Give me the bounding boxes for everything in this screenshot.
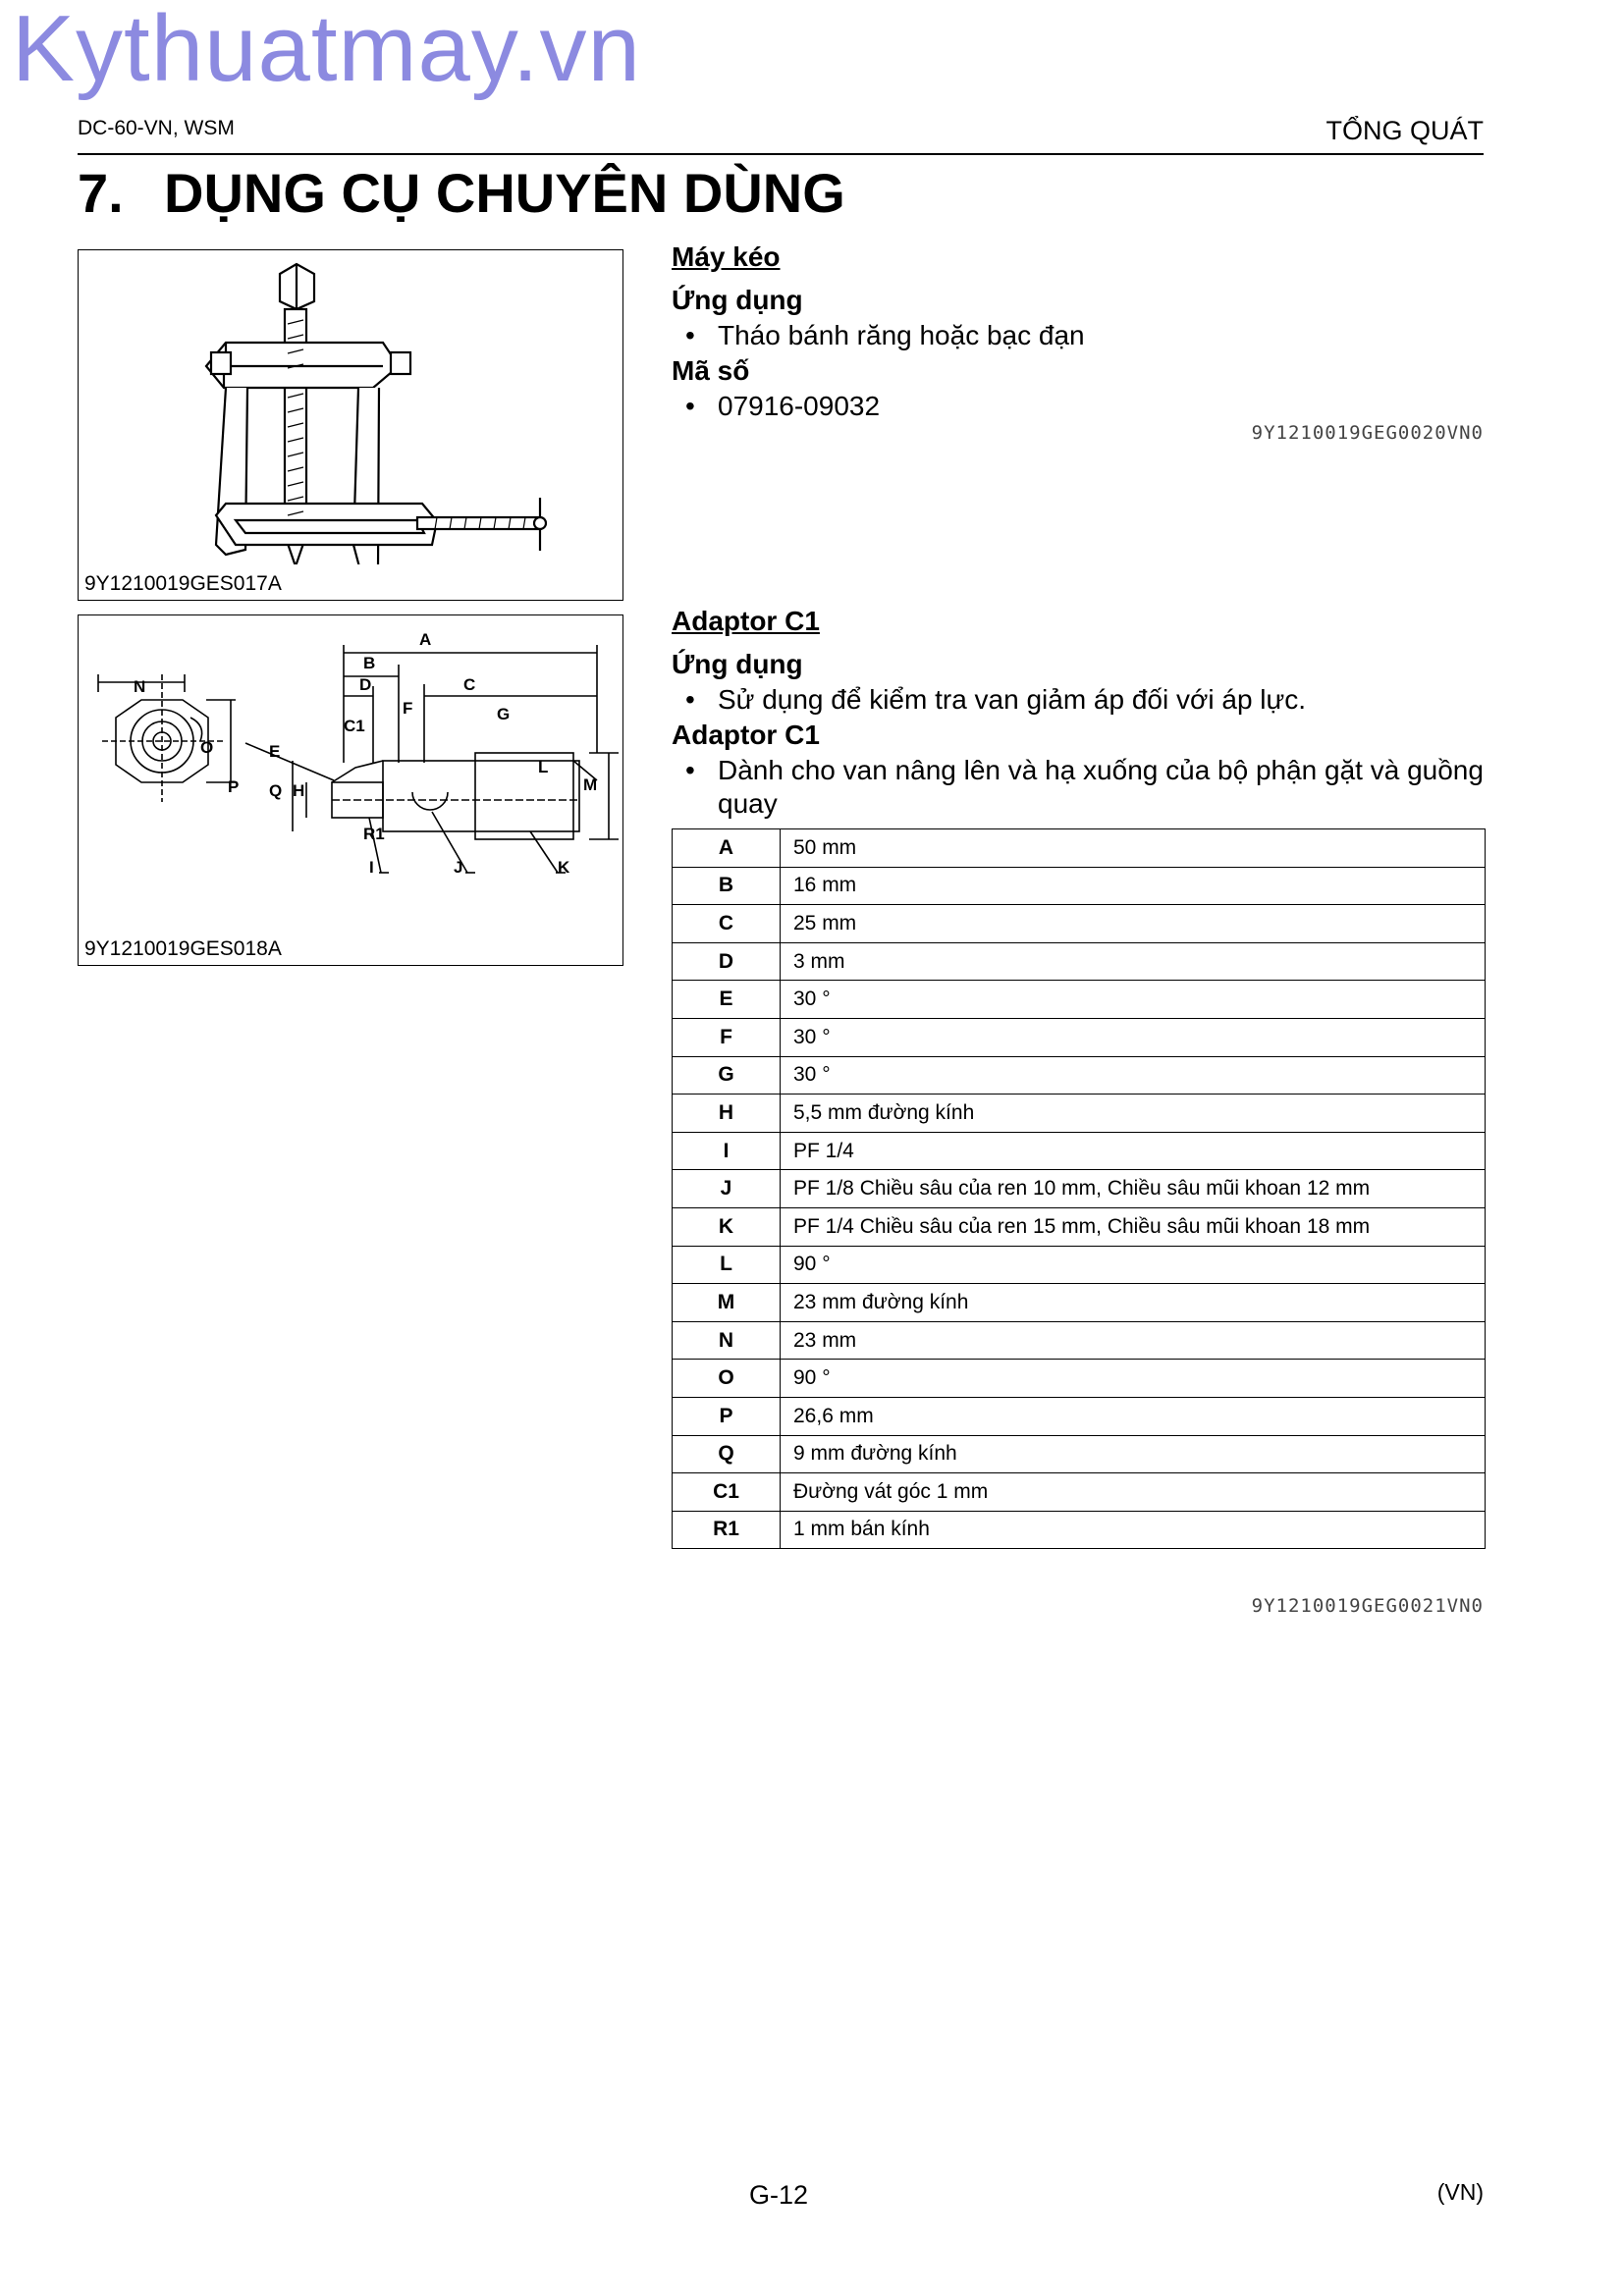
page-title	[78, 162, 845, 225]
dimension-key: M	[673, 1284, 781, 1322]
dimension-value: PF 1/4 Chiều sâu của ren 15 mm, Chiều sâu mũi khoan 18 mm	[781, 1207, 1486, 1246]
dimension-key: D	[673, 942, 781, 981]
application-item: • Sử dụng để kiểm tra van giảm áp đối với áp lực.	[672, 683, 1485, 717]
dimension-value: 50 mm	[781, 829, 1486, 868]
svg-text:M: M	[583, 775, 598, 794]
page-number: G-12	[749, 2180, 809, 2210]
svg-text:E: E	[269, 742, 281, 761]
dimension-value: 25 mm	[781, 905, 1486, 943]
adaptor-item: • Dành cho van nâng lên và hạ xuống của bộ phận gặt và guồng quay	[672, 754, 1485, 821]
table-row	[673, 905, 1486, 943]
dimension-value: 23 mm	[781, 1321, 1486, 1360]
language-code: (VN)	[1436, 2179, 1484, 2205]
svg-text:F: F	[403, 699, 413, 718]
section-heading: Adaptor C1	[672, 606, 820, 636]
svg-text:C: C	[463, 675, 476, 694]
dimension-key: P	[673, 1397, 781, 1435]
dimension-key: C	[673, 905, 781, 943]
svg-text:R1: R1	[363, 825, 385, 843]
figure-gear-puller	[78, 249, 623, 601]
reference-code: 9Y1210019GEG0021VN0	[1251, 1595, 1484, 1617]
svg-text:K: K	[558, 858, 570, 877]
table-row	[673, 1170, 1486, 1208]
table-row	[673, 1435, 1486, 1473]
svg-text:H: H	[293, 781, 305, 800]
svg-text:A: A	[419, 630, 432, 649]
table-row	[673, 1397, 1486, 1435]
dimension-value: 26,6 mm	[781, 1397, 1486, 1435]
svg-text:B: B	[363, 654, 376, 672]
application-label: Ứng dụng	[672, 285, 803, 315]
dimension-key: R1	[673, 1511, 781, 1549]
dimension-key: Q	[673, 1435, 781, 1473]
section-heading: Máy kéo	[672, 241, 781, 272]
dimension-value: 90 °	[781, 1360, 1486, 1398]
header-divider	[78, 153, 1484, 155]
gear-puller-illustration	[79, 250, 622, 564]
dimension-key: K	[673, 1207, 781, 1246]
table-row	[673, 867, 1486, 905]
dimension-value: PF 1/8 Chiều sâu của ren 10 mm, Chiều sâu mũi khoan 12 mm	[781, 1170, 1486, 1208]
svg-text:J: J	[454, 858, 463, 877]
table-row	[673, 1246, 1486, 1284]
figure-adaptor-c1	[78, 614, 623, 966]
table-row	[673, 1056, 1486, 1095]
svg-text:N: N	[134, 677, 146, 696]
dimension-key: O	[673, 1360, 781, 1398]
dimension-key: I	[673, 1132, 781, 1170]
dimension-value: 30 °	[781, 981, 1486, 1019]
dimension-value: 23 mm đường kính	[781, 1284, 1486, 1322]
dimension-table	[672, 828, 1486, 1549]
section-adaptor-c1	[672, 603, 1485, 821]
dimension-value: PF 1/4	[781, 1132, 1486, 1170]
table-row	[673, 942, 1486, 981]
svg-text:O: O	[200, 738, 214, 757]
svg-text:I: I	[369, 858, 374, 877]
dimension-key: G	[673, 1056, 781, 1095]
dimension-value: 30 °	[781, 1018, 1486, 1056]
dimension-value: 30 °	[781, 1056, 1486, 1095]
header-section: TỔNG QUÁT	[1325, 116, 1484, 145]
svg-text:Q: Q	[269, 781, 283, 800]
dimension-value: 16 mm	[781, 867, 1486, 905]
header-doc-code: DC-60-VN, WSM	[78, 117, 235, 139]
table-row	[673, 1360, 1486, 1398]
table-row	[673, 1473, 1486, 1512]
dimension-key: A	[673, 829, 781, 868]
dimension-key: L	[673, 1246, 781, 1284]
table-row	[673, 1511, 1486, 1549]
figure-caption: 9Y1210019GES017A	[84, 572, 282, 595]
dimension-value: 3 mm	[781, 942, 1486, 981]
adaptor-c1-technical-drawing	[79, 615, 622, 930]
svg-text:D: D	[359, 675, 372, 694]
section-gear-puller	[672, 239, 1485, 423]
table-row	[673, 1018, 1486, 1056]
svg-text:P: P	[228, 777, 240, 796]
dimension-key: E	[673, 981, 781, 1019]
dimension-value: Đường vát góc 1 mm	[781, 1473, 1486, 1512]
dimension-key: N	[673, 1321, 781, 1360]
svg-text:L: L	[538, 758, 549, 776]
table-row	[673, 981, 1486, 1019]
table-row	[673, 1321, 1486, 1360]
figure-caption: 9Y1210019GES018A	[84, 937, 282, 960]
part-number-label: Mã số	[672, 355, 750, 386]
dimension-value: 1 mm bán kính	[781, 1511, 1486, 1549]
application-item: • Tháo bánh răng hoặc bạc đạn	[672, 319, 1485, 352]
dimension-value: 9 mm đường kính	[781, 1435, 1486, 1473]
part-number-item: • 07916-09032	[672, 390, 1485, 423]
title-text: DỤNG CỤ CHUYÊN DÙNG	[164, 162, 845, 224]
svg-text:G: G	[497, 705, 511, 723]
table-row	[673, 1284, 1486, 1322]
table-row	[673, 829, 1486, 868]
table-row	[673, 1132, 1486, 1170]
dimension-key: B	[673, 867, 781, 905]
dimension-key: F	[673, 1018, 781, 1056]
adaptor-label: Adaptor C1	[672, 720, 820, 750]
title-number: 7.	[78, 162, 124, 224]
reference-code: 9Y1210019GEG0020VN0	[1251, 422, 1484, 444]
table-row	[673, 1095, 1486, 1133]
dimension-key: C1	[673, 1473, 781, 1512]
svg-text:C1: C1	[344, 717, 365, 735]
dimension-key: H	[673, 1095, 781, 1133]
dimension-value: 90 °	[781, 1246, 1486, 1284]
application-label: Ứng dụng	[672, 649, 803, 679]
table-row	[673, 1207, 1486, 1246]
watermark: Kythuatmay.vn	[12, 0, 641, 101]
dimension-value: 5,5 mm đường kính	[781, 1095, 1486, 1133]
dimension-key: J	[673, 1170, 781, 1208]
